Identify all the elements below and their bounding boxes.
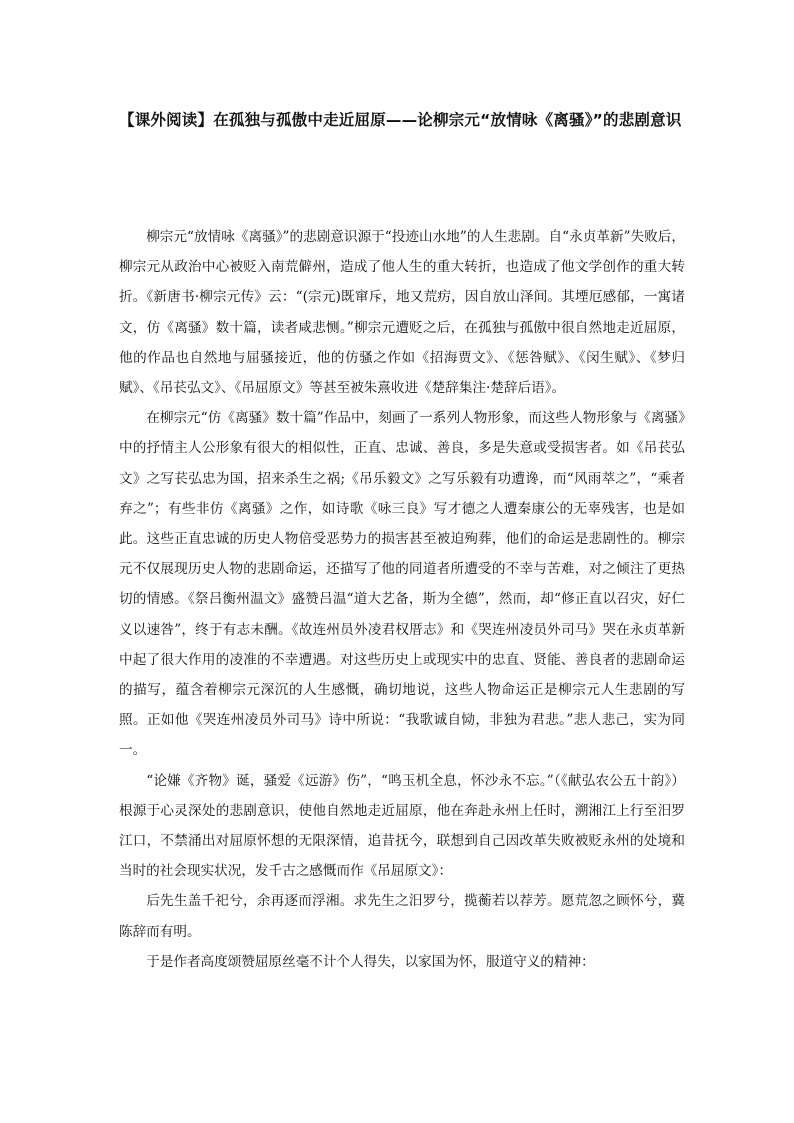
paragraph: 柳宗元“放情咏《离骚》”的悲剧意识源于“投迹山水地”的人生悲剧。自“永贞革新”失败后，柳宗元从政治中心被贬入南荒僻州，造成了他人生的重大转折，也造成了他文学创作的重大转折。《新唐书·柳宗元传》云：“(宗元)既窜斥，地又荒疠，因自放山泽间。其堙厄感郁，一寓诸文，仿《离骚》数十篇，读者咸悲恻。”柳宗元遭贬之后，在孤独与孤傲中很自然地走近屈原，他的作品也自然地与屈骚接近，他的仿骚之作如《招海贾文》、《惩咎赋》、《闵生赋》、《梦归赋》、《吊苌弘文》、《吊屈原文》等甚至被朱熹收进《楚辞集注·楚辞后语》。 <box>119 229 685 397</box>
paragraph: 后先生盖千祀兮，余再逐而浮湘。求先生之汨罗兮，揽蘅若以荐芳。愿荒忽之顾怀兮，冀陈辞而有明。 <box>119 893 685 940</box>
paragraph: “论嫌《齐物》诞，骚爱《远游》伤”，“鸣玉机全息，怀沙永不忘。”（《献弘农公五十韵》）根源于心灵深处的悲剧意识，使他自然地走近屈原，他在奔赴永州上任时，溯湘江上行至汨罗江口，不禁涌出对屈原怀想的无限深情，追昔抚今，联想到自己因改革失败被贬永州的处境和当时的社会现实状况，发千古之感慨而作《吊屈原文》： <box>119 772 685 880</box>
document-body <box>119 222 685 977</box>
document-title: 【课外阅读】在孤独与孤傲中走近屈原——论柳宗元“放情咏《离骚》”的悲剧意识 <box>119 111 682 129</box>
paragraph: 于是作者高度颂赞屈原丝毫不计个人得失，以家国为怀，服道守义的精神： <box>146 953 595 970</box>
paragraph: 在柳宗元“仿《离骚》数十篇”作品中，刻画了一系列人物形象，而这些人物形象与《离骚》中的抒情主人公形象有很大的相似性，正直、忠诚、善良，多是失意或受损害者。如《吊苌弘文》之写苌弘忠为国，招来杀生之祸;《吊乐毅文》之写乐毅有功遭谗，而“风雨萃之”，“乘者弃之”；有些非仿《离骚》之作，如诗歌《咏三良》写才德之人遭秦康公的无辜残害，也是如此。这些正直忠诚的历史人物倍受恶势力的损害甚至被迫殉葬，他们的命运是悲剧性的。柳宗元不仅展现历史人物的悲剧命运，还描写了他的同道者所遭受的不幸与苦难，对之倾注了更热切的情感。《祭吕衡州温文》盛赞吕温“道大艺备，斯为全德”，然而，却“修正直以召灾，好仁义以速咎”，终于有志未酬。《故连州员外凌君权厝志》和《哭连州凌员外司马》哭在永贞革新中起了很大作用的凌准的不幸遭遇。对这些历史上或现实中的忠直、贤能、善良者的悲剧命运的描写，蕴含着柳宗元深沉的人生感慨，确切地说，这些人物命运正是柳宗元人生悲剧的写照。正如他《哭连州凌员外司马》诗中所说：“我歌诚自恸，非独为君悲。”悲人悲己，实为同一。 <box>119 410 685 759</box>
